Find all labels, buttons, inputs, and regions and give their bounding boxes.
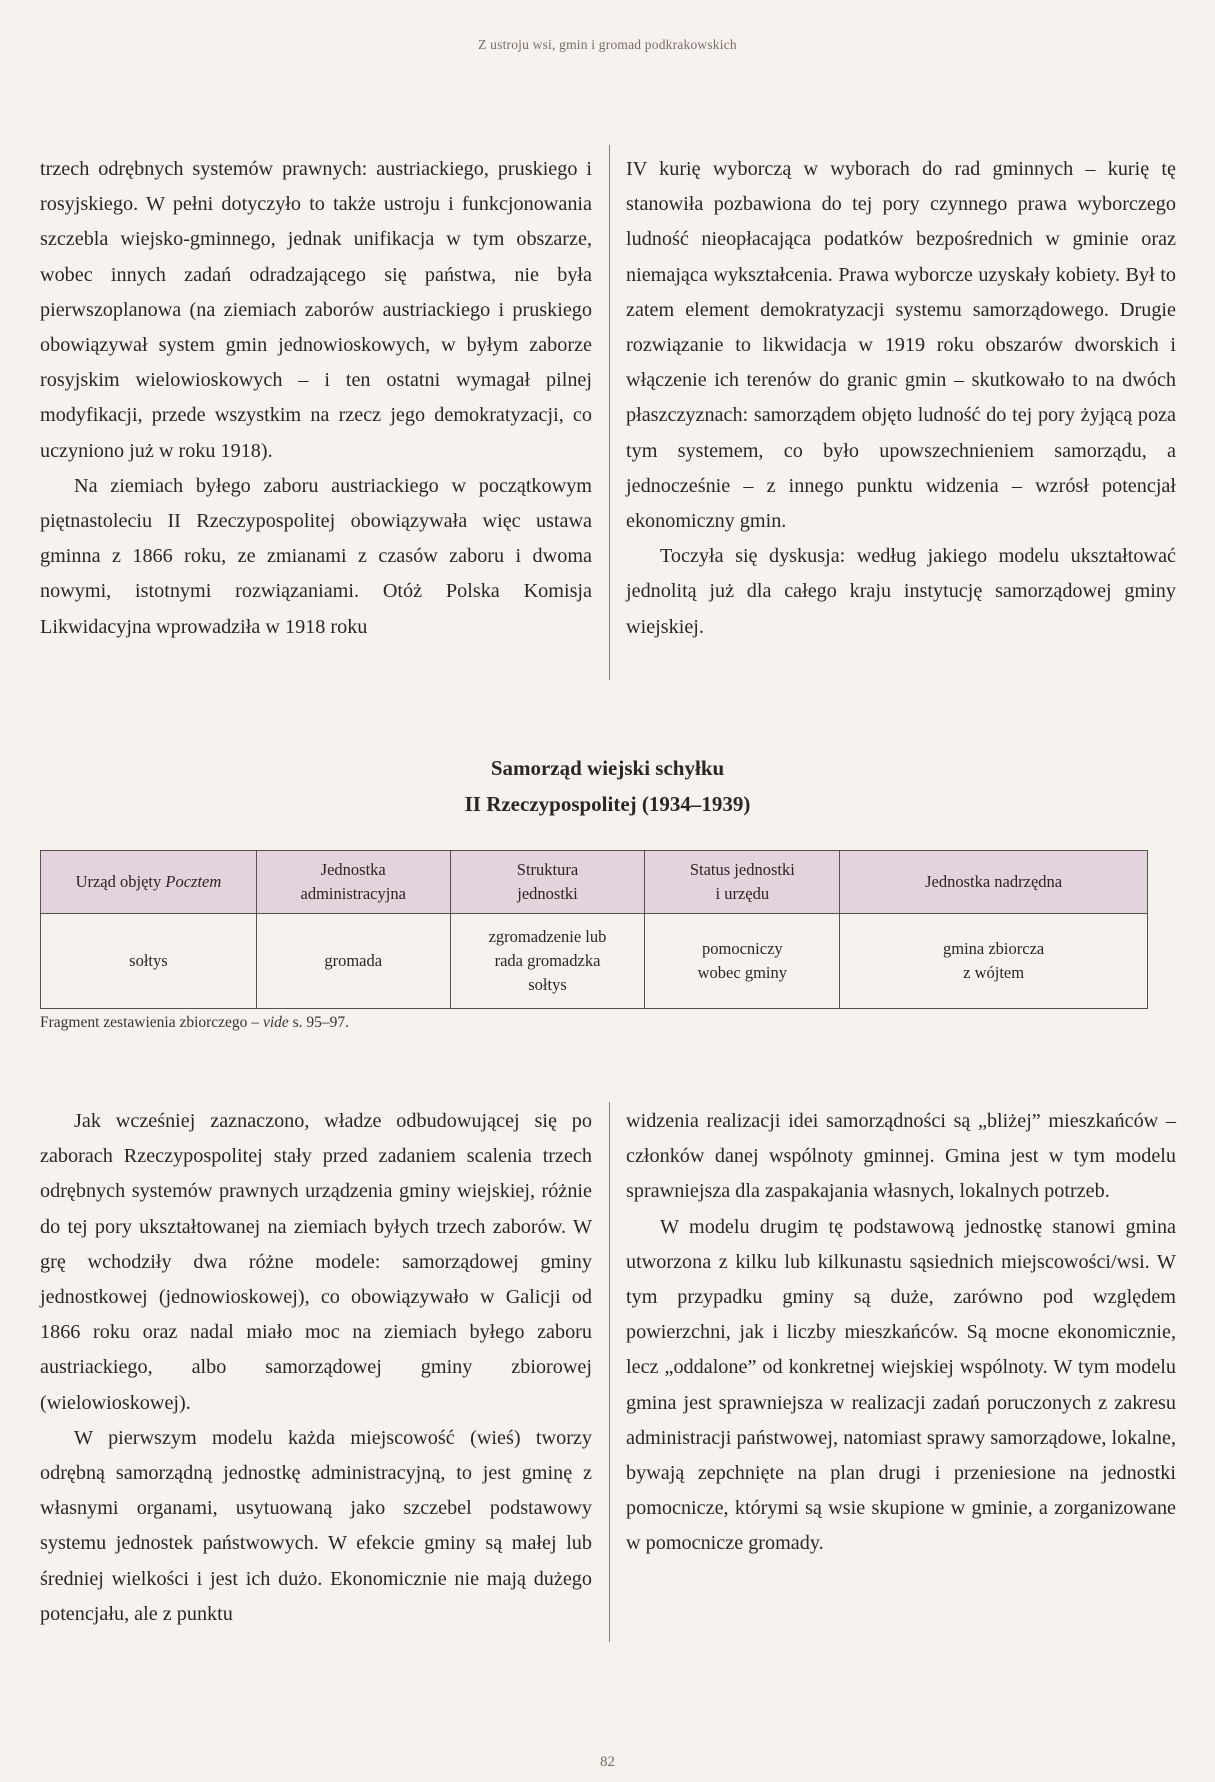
bottom-left-column xyxy=(40,1104,592,1632)
box-title-line: II Rzeczypospolitej (1934–1939) xyxy=(464,792,751,816)
table-header: Urząd objęty Pocztem xyxy=(41,851,257,914)
table-cell: zgromadzenie lub rada gromadzka sołtys xyxy=(450,914,645,1009)
column-divider xyxy=(609,145,610,680)
table-caption: Fragment zestawienia zbiorczego – vide s. 95–97. xyxy=(40,1014,350,1031)
paragraph: Jak wcześniej zaznaczono, władze odbudowującej się po zaborach Rzeczypospolitej stały przed zadaniem scalenia trzech odrębnych systemów prawnych urządzenia gminy wiejskiej, różnie do tej pory ukształtowanej na ziemiach byłych trzech zaborów. W grę wchodziły dwa różne modele: samorządowej gminy jednostkowej (jednowioskowej), co obowiązywało w Galicji od 1866 roku oraz nadal miało moc na ziemiach byłego zaboru austriackiego, albo samorządowej gminy zbiorowej (wielowioskowej). xyxy=(40,1110,592,1414)
top-right-column xyxy=(626,152,1176,645)
running-head: Z ustroju wsi, gmin i gromad podkrakowskich xyxy=(478,37,737,52)
table-cell: gromada xyxy=(256,914,450,1009)
paragraph: W modelu drugim tę podstawową jednostkę stanowi gmina utworzona z kilku lub kilkunastu sąsiednich miejscowości/wsi. W tym przypadku gminy są duże, zarówno pod względem powierzchni, jak i liczby mieszkańców. Są mocne ekonomicznie, lecz „oddalone” od konkretnej wiejskiej wspólnoty. W tym modelu gmina jest sprawniejsza w realizacji zadań poruczonych z zakresu administracji państwowej, natomiast sprawy samorządowe, lokalne, bywają zepchnięte na plan drugi i przeniesione na jednostki pomocnicze, którymi są wsie skupione w gminie, a zorganizowane w pomocnicze gromady. xyxy=(626,1215,1176,1555)
top-left-column xyxy=(40,152,592,645)
paragraph: IV kurię wyborczą w wyborach do rad gminnych – kurię tę stanowiła pozbawiona do tej pory czynnego prawa wyborczego ludność nieopłacająca podatków bezpośrednich w gminie oraz niemająca wykształcenia. Prawa wyborcze uzyskały kobiety. Był to zatem element demokratyzacji systemu samorządowego. Drugie rozwiązanie to likwidacja w 1919 roku obszarów dworskich i włączenie ich terenów do granic gmin – skutkowało to na dwóch płaszczyznach: samorządem objęto ludność do tej pory żyjącą poza tym systemem, co było upowszechnieniem samorządu, a jednocześnie – z innego punktu widzenia – wzrósł potencjał ekonomiczny gmin. xyxy=(626,158,1176,533)
paragraph: trzech odrębnych systemów prawnych: austriackiego, pruskiego i rosyjskiego. W pełni dotyczyło to także ustroju i funkcjonowania szczebla wiejsko-gminnego, jednak unifikacja w tym obszarze, wobec innych zadań odradzającego się państwa, nie była pierwszoplanowa (na ziemiach zaborów austriackiego i pruskiego obowiązywał system gmin jednowioskowych, w byłym zaborze rosyjskim wielowioskowych – i ten ostatni wymagał pilnej modyfikacji, przede wszystkim na rzecz jego demokratyzacji, co uczyniono już w roku 1918). xyxy=(40,158,592,462)
paragraph: Na ziemiach byłego zaboru austriackiego w początkowym piętnastoleciu II Rzeczypospolitej obowiązywała więc ustawa gminna z 1866 roku, ze zmianami z czasów zaboru i dwoma nowymi, istotnymi rozwiązaniami. Otóż Polska Komisja Likwidacyjna wprowadziła w 1918 roku xyxy=(40,474,592,638)
bottom-right-column xyxy=(626,1104,1176,1562)
table-header-row xyxy=(41,851,1148,914)
table-header: Status jednostki i urzędu xyxy=(645,851,840,914)
box-title xyxy=(0,750,1215,822)
table-cell: gmina zbiorcza z wójtem xyxy=(840,914,1148,1009)
table-cell: sołtys xyxy=(41,914,257,1009)
paragraph: widzenia realizacji idei samorządności są „bliżej” mieszkańców – członków danej wspólnoty gminnej. Gmina jest w tym modelu sprawniejsza dla zaspakajania własnych, lokalnych potrzeb. xyxy=(626,1110,1176,1203)
table-header: Struktura jednostki xyxy=(450,851,645,914)
paragraph: Toczyła się dyskusja: według jakiego modelu ukształtować jednolitą już dla całego kraju instytucję samorządowej gminy wiejskiej. xyxy=(626,545,1176,638)
box-title-line: Samorząd wiejski schyłku xyxy=(490,756,725,780)
column-divider xyxy=(609,1102,610,1642)
table-header: Jednostka administracyjna xyxy=(256,851,450,914)
table-cell: pomocniczy wobec gminy xyxy=(645,914,840,1009)
page-number: 82 xyxy=(600,1754,615,1770)
summary-table xyxy=(40,850,1148,1009)
paragraph: W pierwszym modelu każda miejscowość (wieś) tworzy odrębną samorządną jednostkę administracyjną, to jest gminę z własnymi organami, usytuowaną jako szczebel podstawowy systemu jednostek państwowych. W efekcie gminy są małej lub średniej wielkości i jest ich dużo. Ekonomicznie nie mają dużego potencjału, ale z punktu xyxy=(40,1426,592,1625)
table-row xyxy=(41,914,1148,1009)
table-header: Jednostka nadrzędna xyxy=(840,851,1148,914)
